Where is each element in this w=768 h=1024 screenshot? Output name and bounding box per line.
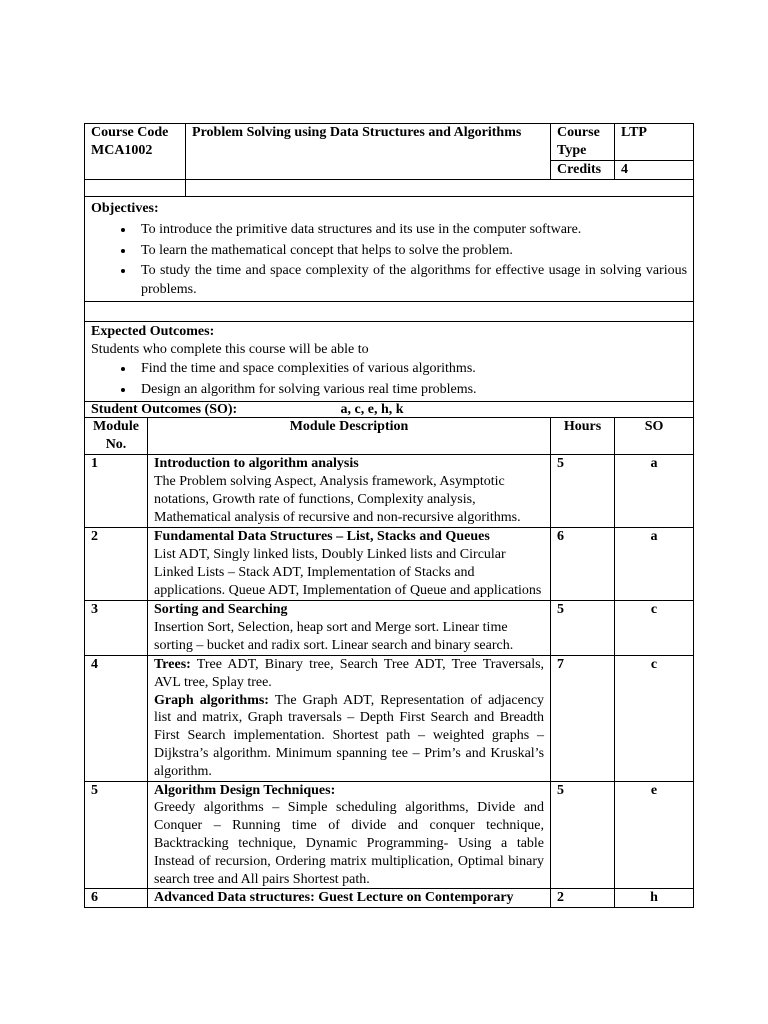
list-item: • To introduce the primitive data structures and its use in the computer software. bbox=[135, 220, 687, 241]
header-module-no: Module No. bbox=[85, 418, 148, 455]
module-number: 2 bbox=[85, 528, 148, 601]
module-description bbox=[148, 781, 551, 889]
module-text: List ADT, Singly linked lists, Doubly Linked lists and Circular Linked Lists – Stack ADT, Implementation of Stacks and applications. Queue ADT, Implementation of Queue and applications bbox=[154, 547, 542, 598]
module-text: Greedy algorithms – Simple scheduling algorithms, Divide and Conquer – Running time of divide and conquer technique, Backtracking technique, Dynamic Programming- Using a table Instead of recursion, Ordering matrix multiplication, Optimal binary search tree and All pairs Shortest path. bbox=[154, 800, 545, 887]
module-title: Trees: bbox=[154, 657, 191, 672]
objectives-cell bbox=[85, 197, 694, 302]
student-outcomes-row bbox=[85, 402, 694, 418]
blank-cell bbox=[85, 180, 186, 197]
module-paragraph bbox=[154, 656, 544, 692]
module-description bbox=[148, 528, 551, 601]
header-hours: Hours bbox=[551, 418, 615, 455]
list-item: • To learn the mathematical concept that helps to solve the problem. bbox=[135, 241, 687, 262]
module-title: Advanced Data structures: Guest Lecture on Contemporary bbox=[148, 889, 551, 908]
module-hours: 6 bbox=[551, 528, 615, 601]
objectives-title: Objectives: bbox=[91, 201, 159, 216]
module-so: e bbox=[615, 781, 694, 889]
outcomes-row bbox=[85, 322, 694, 402]
student-outcomes-label: Student Outcomes (SO): bbox=[85, 402, 335, 418]
course-type-label: Course Type bbox=[551, 124, 615, 161]
credits-label: Credits bbox=[551, 161, 615, 180]
objectives-row bbox=[85, 197, 694, 302]
header-so: SO bbox=[615, 418, 694, 455]
course-type-value: LTP bbox=[615, 124, 694, 161]
list-item: • To study the time and space complexity of the algorithms for effective usage in solving various problems. bbox=[135, 261, 687, 299]
outcomes-cell bbox=[85, 322, 694, 402]
objectives-list bbox=[91, 220, 687, 299]
credits-value: 4 bbox=[615, 161, 694, 180]
course-row bbox=[85, 124, 694, 161]
module-title: Introduction to algorithm analysis bbox=[154, 456, 359, 471]
table-row bbox=[85, 656, 694, 782]
module-so: a bbox=[615, 528, 694, 601]
module-text: The Graph ADT, Representation of adjacency list and matrix, Graph traversals – Depth First Search and Breadth First Search implementation. Shortest path – weighted graphs – Dijkstra’s algorithm. Minimum spanning tee – Prim’s and Kruskal’s algorithm. bbox=[154, 692, 545, 779]
syllabus-table bbox=[84, 123, 694, 908]
table-row bbox=[85, 889, 694, 908]
module-number: 1 bbox=[85, 455, 148, 528]
module-title: Algorithm Design Techniques: bbox=[154, 782, 336, 798]
module-paragraph bbox=[154, 692, 544, 781]
table-row bbox=[85, 781, 694, 889]
blank-row bbox=[85, 302, 694, 322]
table-row bbox=[85, 528, 694, 601]
module-so: c bbox=[615, 601, 694, 656]
module-number: 3 bbox=[85, 601, 148, 656]
module-title: Graph algorithms: bbox=[154, 692, 269, 708]
outcomes-intro: Students who complete this course will be able to bbox=[91, 342, 369, 357]
table-row bbox=[85, 455, 694, 528]
table-row bbox=[85, 601, 694, 656]
module-description bbox=[148, 601, 551, 656]
blank-cell bbox=[186, 180, 694, 197]
header-module-description: Module Description bbox=[148, 418, 551, 455]
module-hours: 5 bbox=[551, 781, 615, 889]
module-text: The Problem solving Aspect, Analysis framework, Asymptotic notations, Growth rate of functions, Complexity analysis, Mathematical analysis of recursive and non-recursive algorithms. bbox=[154, 474, 521, 525]
course-code-cell bbox=[85, 124, 186, 180]
module-hours: 5 bbox=[551, 455, 615, 528]
blank-row bbox=[85, 180, 694, 197]
course-title: Problem Solving using Data Structures and Algorithms bbox=[186, 124, 551, 180]
module-hours: 2 bbox=[551, 889, 615, 908]
course-code-label: Course Code bbox=[91, 125, 169, 140]
outcomes-title: Expected Outcomes: bbox=[91, 324, 215, 339]
course-code: MCA1002 bbox=[91, 143, 153, 158]
module-text: Insertion Sort, Selection, heap sort and Merge sort. Linear time sorting – bucket and radix sort. Linear search and binary search. bbox=[154, 620, 514, 653]
module-description bbox=[148, 656, 551, 782]
module-number: 6 bbox=[85, 889, 148, 908]
blank-cell bbox=[85, 302, 694, 322]
module-title: Fundamental Data Structures – List, Stacks and Queues bbox=[154, 529, 490, 544]
module-hours: 7 bbox=[551, 656, 615, 782]
list-item: • Find the time and space complexities of various algorithms. bbox=[135, 359, 687, 380]
module-hours: 5 bbox=[551, 601, 615, 656]
module-description bbox=[148, 455, 551, 528]
module-text: Tree ADT, Binary tree, Search Tree ADT, Tree Traversals, AVL tree, Splay tree. bbox=[154, 657, 545, 690]
module-so: c bbox=[615, 656, 694, 782]
module-number: 4 bbox=[85, 656, 148, 782]
module-so: h bbox=[615, 889, 694, 908]
list-item: • Design an algorithm for solving various real time problems. bbox=[135, 380, 687, 401]
table-header-row bbox=[85, 418, 694, 455]
module-title: Sorting and Searching bbox=[154, 602, 288, 617]
outcomes-list bbox=[91, 359, 687, 400]
module-so: a bbox=[615, 455, 694, 528]
module-number: 5 bbox=[85, 781, 148, 889]
student-outcomes-value: a, c, e, h, k bbox=[335, 402, 694, 418]
